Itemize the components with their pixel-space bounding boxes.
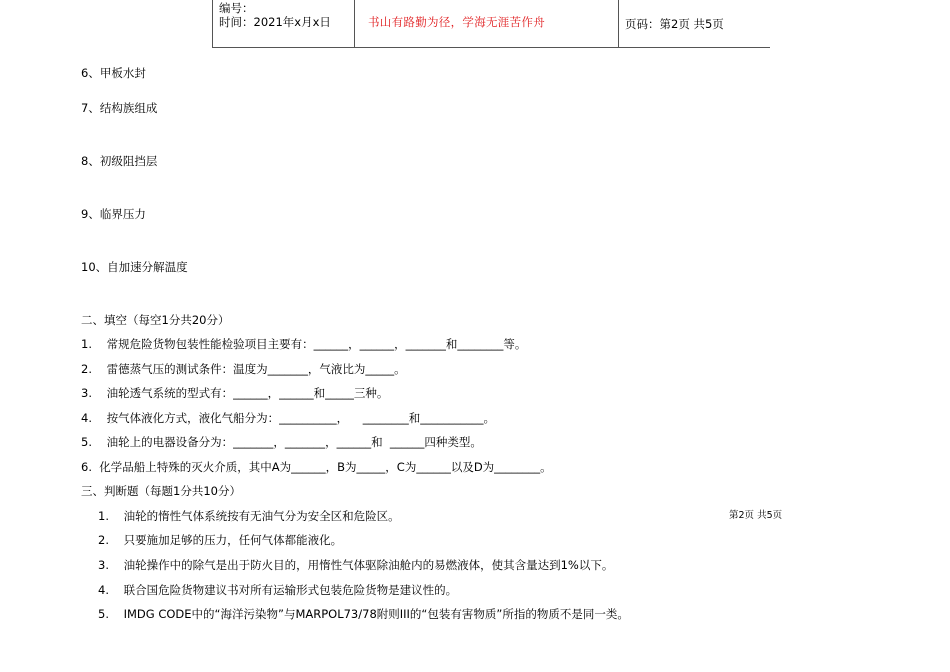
fill-item: 4. 按气体液化方式，液化气船分为：__________， ________和___________。 <box>81 411 495 425</box>
header-border-left <box>212 0 213 48</box>
page-header <box>212 0 770 47</box>
fill-item: 3. 油轮透气系统的型式有：______，______和_____三种。 <box>81 386 389 400</box>
term-item: 9、临界压力 <box>81 207 146 221</box>
page-note: 第2页 共5页 <box>729 510 783 521</box>
term-item: 7、结构族组成 <box>81 101 158 115</box>
serial-label: 编号： <box>219 1 254 15</box>
fill-item: 5. 油轮上的电器设备分为：_______，_______，______和 ______四种类型。 <box>81 435 482 449</box>
judge-item: 5. IMDG CODE中的“海洋污染物”与MARPOL73/78附则III的“包装有害物质”所指的物质不是同一类。 <box>98 607 629 621</box>
page-code: 页码：第2页 共5页 <box>625 17 724 31</box>
fill-item: 6. 化学品船上特殊的灭火介质，其中A为______，B为_____，C为______以及D为________。 <box>81 460 552 474</box>
header-divider-1 <box>354 0 355 48</box>
date-label: 时间：2021年x月x日 <box>219 15 331 29</box>
judge-item: 4. 联合国危险货物建议书对所有运输形式包装危险货物是建议性的。 <box>98 583 458 597</box>
term-item: 8、初级阻挡层 <box>81 154 158 168</box>
motto: 书山有路勤为径，学海无涯苦作舟 <box>368 15 545 29</box>
fill-item: 2. 雷德蒸气压的测试条件：温度为_______，气液比为_____。 <box>81 362 406 376</box>
judge-section-title: 三、判断题（每题1分共10分） <box>81 484 241 498</box>
header-border-bottom <box>212 47 770 48</box>
fill-item: 1. 常规危险货物包装性能检验项目主要有：______，______，_______和________等。 <box>81 337 527 351</box>
judge-item: 2. 只要施加足够的压力，任何气体都能液化。 <box>98 533 343 547</box>
term-item: 10、自加速分解温度 <box>81 260 188 274</box>
judge-item: 3. 油轮操作中的除气是出于防火目的，用惰性气体驱除油舱内的易燃液体，使其含量达到1%以下。 <box>98 558 614 572</box>
term-item: 6、甲板水封 <box>81 66 146 80</box>
fill-section-title: 二、填空（每空1分共20分） <box>81 313 230 327</box>
header-divider-2 <box>618 0 619 48</box>
judge-item: 1. 油轮的惰性气体系统按有无油气分为安全区和危险区。 <box>98 509 400 523</box>
